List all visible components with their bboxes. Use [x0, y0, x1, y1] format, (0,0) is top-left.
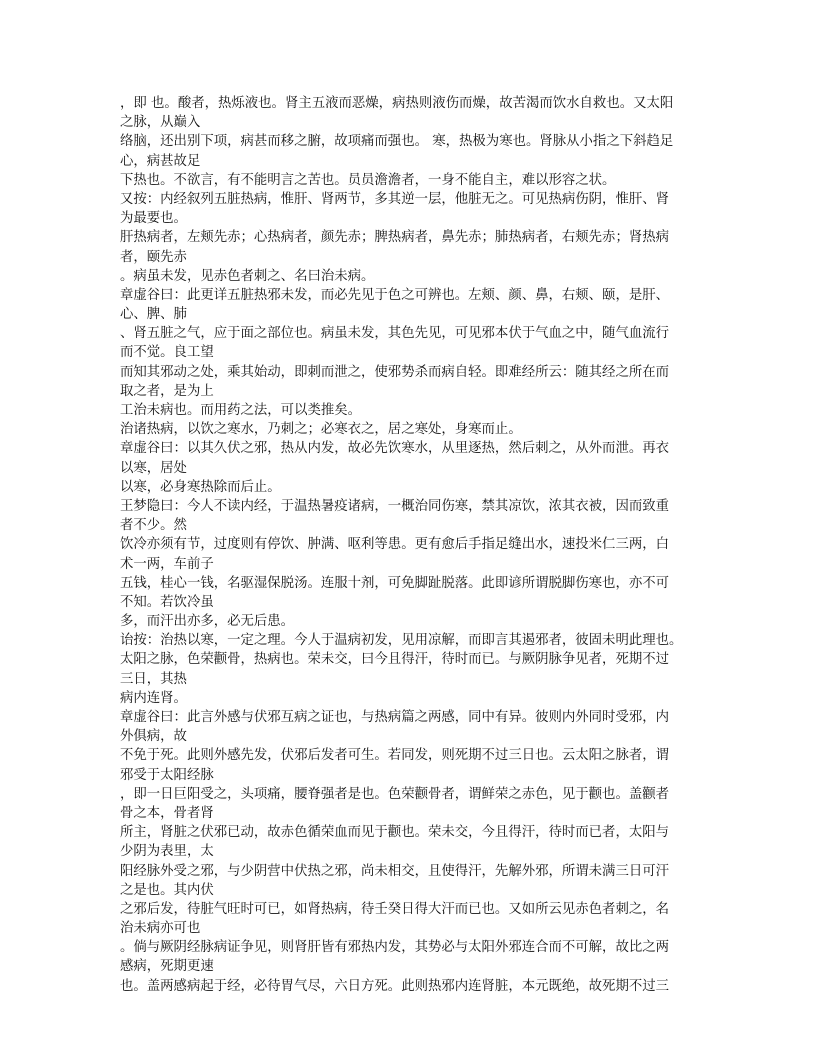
- text-line: 者，颐先赤: [120, 249, 187, 265]
- text-line: ，即一日巨阳受之，头项痛，腰脊强者是也。色荣颧骨者，谓鲜荣之赤色，见于颧也。盖颧者: [120, 786, 670, 802]
- text-line: 取之者，是为上: [120, 383, 214, 399]
- text-line: 心，病甚故足: [120, 153, 201, 169]
- text-line: 不知。若饮冷虽: [120, 594, 214, 610]
- text-line: 饮冷亦须有节，过度则有停饮、肿满、呕利等患。更有愈后手指足缝出水，速投米仁三两，白: [120, 537, 670, 553]
- text-line: 治诸热病，以饮之寒水，乃刺之；必寒衣之，居之寒处，身寒而止。: [120, 422, 522, 438]
- text-line: 章虚谷曰：以其久伏之邪，热从内发，故必先饮寒水，从里逐热，然后刺之，从外而泄。再衣: [120, 441, 670, 457]
- text-line: 络脑，还出别下项，病甚而移之腑，故项痛而强也。 寒，热极为寒也。肾脉从小指之下斜趋足: [120, 134, 674, 150]
- text-line: 章虚谷曰：此更详五脏热邪未发，而必先见于色之可辨也。左颊、颜、鼻，右颊、颐，是肝、: [120, 287, 670, 303]
- text-line: 为最要也。: [120, 211, 187, 227]
- text-line: 三日，其热: [120, 671, 187, 687]
- text-line: 之是也。其内伏: [120, 882, 214, 898]
- text-line: 外俱病，故: [120, 729, 187, 745]
- text-line: 肝热病者，左颊先赤；心热病者，颜先赤；脾热病者，鼻先赤；肺热病者，右颊先赤；肾热病: [120, 230, 670, 246]
- text-line: 感病，死期更速: [120, 959, 214, 975]
- text-line: 者不少。然: [120, 518, 187, 534]
- text-line: 阳经脉外受之邪，与少阴营中伏热之邪，尚未相交，且使得汗，先解外邪，所谓未满三日可汗: [120, 863, 670, 879]
- text-line: 五钱，桂心一钱，名驱湿保脱汤。连服十剂，可免脚趾脱落。此即谚所谓脱脚伤寒也，亦不可: [120, 575, 670, 591]
- text-line: 工治未病也。而用药之法，可以类推矣。: [120, 403, 362, 418]
- text-line: 又按：内经叙列五脏热病，惟肝、肾两节，多其逆一层，他脏无之。可见热病伤阴，惟肝、肾: [120, 191, 670, 207]
- text-line: 之邪后发，待脏气旺时可已，如肾热病，待壬癸日得大汗而已也。又如所云见赤色者刺之，名: [120, 901, 670, 917]
- text-line: ，即 也。酸者，热烁液也。肾主五液而恶燥，病热则液伤而燥，故苦渴而饮水自救也。又太阳: [120, 96, 674, 111]
- text-line: 也。盖两感病起于经，必待胃气尽，六日方死。此则热邪内连肾脏，本元既绝，故死期不过三: [120, 978, 670, 994]
- text-line: 而知其邪动之处，乘其始动，即刺而泄之，使邪势杀而病自轻。即难经所云：随其经之所在而: [120, 364, 670, 380]
- text-line: 所主，肾脏之伏邪已动，故赤色循荣血而见于颧也。荣未交，今且得汗，待时而已者，太阳与: [120, 825, 670, 841]
- text-line: 病内连肾。: [120, 690, 187, 706]
- text-line: 诒按：治热以寒，一定之理。今人于温病初发，见用凉解，而即言其遏邪者，彼固未明此理也。: [120, 633, 683, 649]
- text-line: 多，而汗出亦多，必无后患。: [120, 614, 295, 630]
- text-line: 太阳之脉，色荣颧骨，热病也。荣未交，曰今且得汗，待时而已。与厥阴脉争见者，死期不过: [120, 652, 670, 668]
- text-line: 而不觉。良工望: [120, 345, 214, 361]
- text-line: 下热也。不欲言，有不能明言之苦也。员员澹澹者，一身不能自主，难以形容之状。: [120, 172, 616, 188]
- text-line: 邪受于太阳经脉: [120, 767, 214, 783]
- text-line: 骨之本，骨者肾: [120, 805, 214, 821]
- text-line: 以寒，居处: [120, 460, 187, 476]
- text-line: 心、脾、肺: [120, 307, 187, 323]
- text-line: 、肾五脏之气，应于面之部位也。病虽未发，其色先见，可见邪本伏于气血之中，随气血流行: [120, 326, 670, 342]
- text-line: 治未病亦可也: [120, 921, 201, 937]
- text-line: 以寒，必身寒热除而后止。: [120, 479, 281, 495]
- text-line: 之脉，从巅入: [120, 115, 201, 131]
- text-line: 少阴为表里，太: [120, 844, 214, 860]
- text-line: 。病虽未发，见赤色者刺之、名曰治未病。: [120, 268, 375, 284]
- text-line: 章虚谷曰：此言外感与伏邪互病之证也，与热病篇之两感，同中有异。彼则内外同时受邪，内: [120, 710, 670, 725]
- text-line: 术一两，车前子: [120, 556, 214, 572]
- document-page: [120, 94, 700, 996]
- text-line: 王梦隐曰：今人不读内经，于温热暑疫诸病，一概治同伤寒，禁其凉饮，浓其衣被，因而致重: [120, 498, 670, 514]
- text-line: 不免于死。此则外感先发，伏邪后发者可生。若同发，则死期不过三日也。云太阳之脉者，谓: [120, 748, 670, 764]
- text-line: 。倘与厥阴经脉病证争见，则肾肝皆有邪热内发，其势必与太阳外邪连合而不可解，故比之两: [120, 940, 670, 956]
